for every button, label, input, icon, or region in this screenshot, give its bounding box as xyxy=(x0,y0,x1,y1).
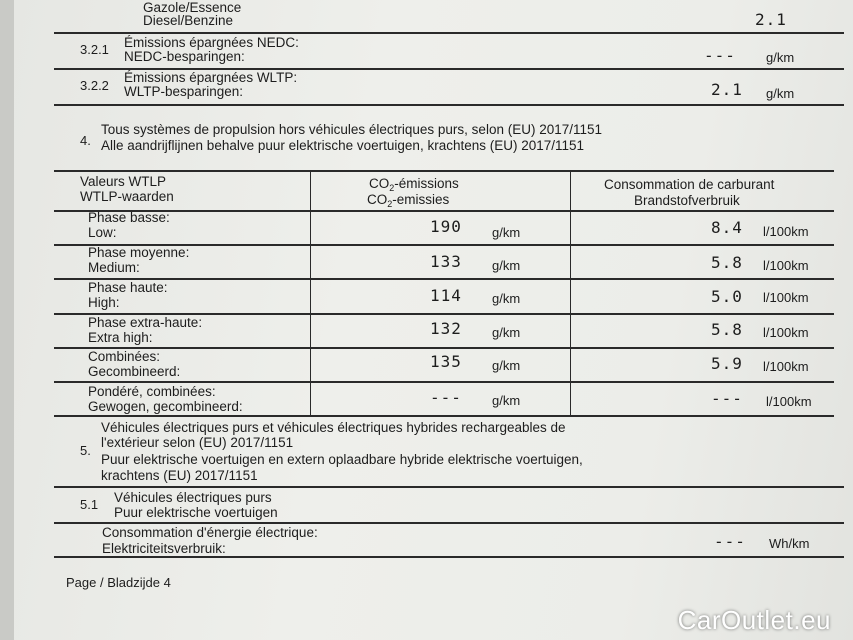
row-label-nl: High: xyxy=(88,295,120,310)
table-header-co2-nl: $CO_2$-emissies xyxy=(367,192,450,209)
electric-consumption-unit: Wh/km xyxy=(769,536,810,551)
section-4-title-fr: Tous systèmes de propulsion hors véhicules électriques purs, selon (EU) 2017/1151 xyxy=(101,122,603,137)
nedc-unit: g/km xyxy=(766,50,795,65)
row-label-nl: Medium: xyxy=(88,260,140,275)
consumption-unit: l/100km xyxy=(766,394,812,409)
fuel-type-fr: Gazole/Essence xyxy=(143,0,242,15)
row-label-nl: Gecombineerd: xyxy=(88,364,181,379)
consumption-value: 5.9 xyxy=(711,354,743,373)
nedc-value: --- xyxy=(704,46,736,65)
consumption-value: 8.4 xyxy=(711,218,743,237)
consumption-value: 5.0 xyxy=(711,287,743,306)
fuel-type-nl: Diesel/Benzine xyxy=(143,13,234,28)
section-5-1-title-fr: Véhicules électriques purs xyxy=(114,490,272,505)
co2-value: 133 xyxy=(430,252,462,271)
co2-unit: g/km xyxy=(492,258,521,273)
section-number: 3.2.2 xyxy=(80,78,109,93)
row-label-nl: Low: xyxy=(88,225,117,240)
table-border-top xyxy=(54,170,834,172)
divider xyxy=(54,32,844,34)
section-number: 5. xyxy=(80,443,91,458)
section-number: 3.2.1 xyxy=(80,42,109,57)
row-divider xyxy=(54,381,834,383)
row-label-fr: Phase basse: xyxy=(88,210,170,225)
consumption-value: 5.8 xyxy=(711,320,743,339)
section-5-title-fr-1: Véhicules électriques purs et véhicules électriques hybrides rechargeables de xyxy=(101,420,566,435)
row-label-nl: Gewogen, gecombineerd: xyxy=(88,399,243,414)
divider xyxy=(54,104,844,106)
consumption-unit: l/100km xyxy=(763,258,809,273)
wltp-unit: g/km xyxy=(766,86,795,101)
consumption-unit: l/100km xyxy=(763,359,809,374)
page-number: Page / Bladzijde 4 xyxy=(66,575,171,590)
row-label-fr: Phase extra-haute: xyxy=(88,315,203,330)
nedc-label-fr: Émissions épargnées NEDC: xyxy=(124,35,299,50)
divider xyxy=(54,522,844,524)
electric-consumption-value: --- xyxy=(714,532,746,551)
table-header-consumption-nl: Brandstofverbruik xyxy=(634,193,740,208)
document-page xyxy=(14,0,853,640)
co2-value: 132 xyxy=(430,319,462,338)
wltp-value: 2.1 xyxy=(711,80,743,99)
divider xyxy=(54,486,844,488)
section-number: 5.1 xyxy=(80,497,99,512)
electric-consumption-label-fr: Consommation d'énergie électrique: xyxy=(102,525,318,540)
table-header-consumption-fr: Consommation de carburant xyxy=(604,177,775,192)
table-column-divider xyxy=(310,170,311,415)
co2-value: 190 xyxy=(430,217,462,236)
co2-unit: g/km xyxy=(492,291,521,306)
row-label-fr: Combinées: xyxy=(88,349,161,364)
co2-value: 135 xyxy=(430,352,462,371)
table-column-divider xyxy=(570,170,571,415)
row-divider xyxy=(54,347,834,349)
co2-unit: g/km xyxy=(492,325,521,340)
co2-value: --- xyxy=(430,388,462,407)
co2-value: 114 xyxy=(430,286,462,305)
consumption-unit: l/100km xyxy=(763,290,809,305)
co2-unit: g/km xyxy=(492,225,521,240)
watermark-logo: CarOutlet.eu xyxy=(677,605,831,635)
row-label-nl: Extra high: xyxy=(88,330,153,345)
co2-unit: g/km xyxy=(492,393,521,408)
nedc-label-nl: NEDC-besparingen: xyxy=(124,49,245,64)
section-5-title-fr-2: l'extérieur selon (EU) 2017/1151 xyxy=(101,435,294,450)
wltp-label-nl: WLTP-besparingen: xyxy=(124,84,244,99)
consumption-value: --- xyxy=(711,389,743,408)
table-header-label-nl: WTLP-waarden xyxy=(80,189,174,204)
wltp-label-fr: Émissions épargnées WLTP: xyxy=(124,70,298,85)
section-5-1-title-nl: Puur elektrische voertuigen xyxy=(114,505,278,520)
fuel-type-value: 2.1 xyxy=(755,10,787,29)
divider xyxy=(54,556,844,558)
row-divider xyxy=(54,278,834,280)
table-header-label-fr: Valeurs WTLP xyxy=(80,174,167,189)
table-border-bottom xyxy=(54,415,834,417)
section-4-title-nl: Alle aandrijflijnen behalve puur elektrische voertuigen, krachtens (EU) 2017/1151 xyxy=(101,138,585,153)
consumption-value: 5.8 xyxy=(711,253,743,272)
consumption-unit: l/100km xyxy=(763,224,809,239)
table-header-co2-fr: $CO_2$-émissions xyxy=(369,176,459,193)
row-label-fr: Pondéré, combinées: xyxy=(88,384,216,399)
electric-consumption-label-nl: Elektriciteitsverbruik: xyxy=(102,541,226,556)
co2-unit: g/km xyxy=(492,358,521,373)
row-label-fr: Phase haute: xyxy=(88,280,168,295)
section-number: 4. xyxy=(80,133,91,148)
row-label-fr: Phase moyenne: xyxy=(88,245,190,260)
section-5-title-nl-1: Puur elektrische voertuigen en extern oplaadbare hybride elektrische voertuigen, xyxy=(101,452,583,467)
consumption-unit: l/100km xyxy=(763,325,809,340)
section-5-title-nl-2: krachtens (EU) 2017/1151 xyxy=(101,468,258,483)
